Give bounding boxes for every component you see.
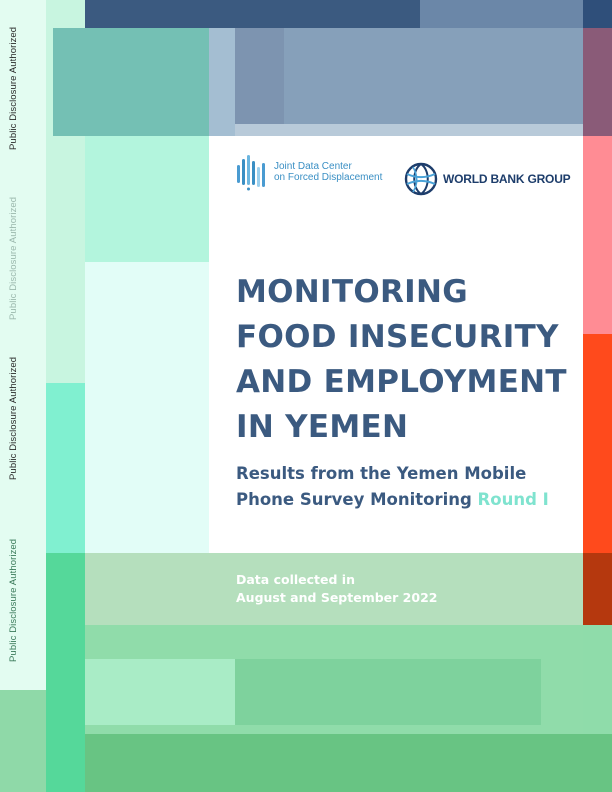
bg-block-top-overlay-slate-dark [235,28,284,124]
bg-block-left-bottom [0,690,46,792]
bg-block-top-slate [420,0,583,28]
bg-block-right-pink [583,136,612,334]
disclosure-stamp-3: Public Disclosure Authorized [8,356,19,480]
subtitle-line-1: Results from the Yemen Mobile [236,464,527,483]
bg-block-top-overlay-slate [235,28,583,124]
report-subtitle [236,461,576,513]
bg-block-top-right-navy [583,0,612,28]
bg-block-column-green [46,553,85,792]
title-line-3: AND EMPLOYMENT [236,364,567,400]
data-collected-note [236,571,536,607]
bg-block-bottom-dark [85,734,612,792]
jdc-logo-text [274,161,382,183]
data-collected-line-1: Data collected in [236,572,355,587]
bg-block-left-light [0,0,46,690]
round-highlight: Round I [477,490,549,509]
jdc-logo-line1: Joint Data Center [274,161,352,172]
bg-block-right-orange [583,334,612,553]
bg-block-top-overlay-teal [53,28,209,136]
subtitle-line-2-main: Phone Survey Monitoring [236,490,478,509]
data-collected-line-2: August and September 2022 [236,590,438,605]
bg-block-bottom-mid [235,659,541,725]
bg-block-top-navy [53,0,420,28]
bg-block-right-mauve [583,28,612,136]
globe-icon [404,162,438,196]
bg-block-right-brown [583,553,612,625]
jdc-logo-line2: on Forced Displacement [274,172,383,183]
disclosure-stamp-2: Public Disclosure Authorized [8,196,19,320]
disclosure-stamp-1: Public Disclosure Authorized [8,26,19,150]
world-bank-logo [404,162,570,196]
jdc-logo [236,153,382,191]
report-title [236,270,576,450]
disclosure-stamp-4: Public Disclosure Authorized [8,538,19,662]
subtitle-line-2 [236,487,576,513]
bg-block-top-overlay-strip [235,124,583,136]
jdc-bars-icon [236,153,270,191]
bg-block-column-aqua [46,383,85,553]
world-bank-logo-text: WORLD BANK GROUP [443,172,571,186]
title-line-1: MONITORING [236,274,468,310]
title-line-4: IN YEMEN [236,409,409,445]
title-line-2: FOOD INSECURITY [236,319,559,355]
bg-block-bottom-pale [85,659,235,725]
bg-block-top-overlay-lightblue [209,28,235,136]
bg-block-pale [85,262,209,553]
